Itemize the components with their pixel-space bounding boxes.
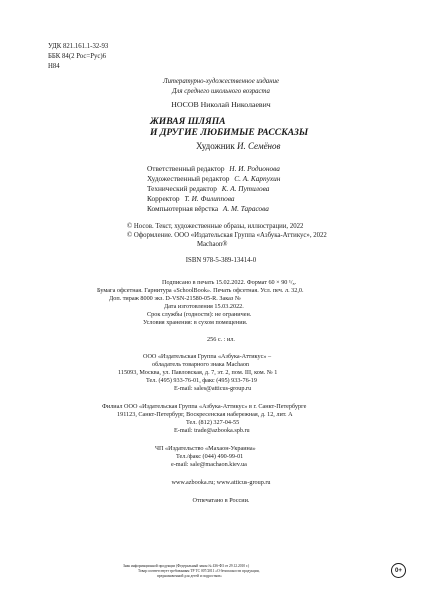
info-product-law: Знак информационной продукции (Федеральный закон № 436-ФЗ от 29.12.2010 г.) <box>123 564 250 568</box>
staff-person: Н. И. Родионова <box>229 164 280 173</box>
copyright-text: © Носов. Текст, художественные образы, иллюстрации, 2022 <box>127 223 304 230</box>
staff-row <box>147 165 280 173</box>
publisher-name: ООО «Издательская Группа «Азбука-Аттикус» – <box>143 353 272 360</box>
branch-email: E-mail: trade@azbooka.spb.ru <box>174 427 250 434</box>
udk-code: УДК 821.161.1-32-93 <box>48 43 109 50</box>
print-signed: Подписано в печать 15.02.2022. Формат 60 × 90 ¹/₈. <box>162 279 297 286</box>
staff-person: С. А. Карпухин <box>234 174 281 183</box>
print-run: Доп. тираж 8000 экз. D-VSN-21580-05-R. Заказ № <box>109 295 241 302</box>
tr-ts-compliance-continued: предназначенной для детей и подростков» <box>157 574 222 578</box>
websites: www.azbooka.ru; www.atticus-group.ru <box>171 479 271 486</box>
ukraine-phone: Тел./факс (044) 490-99-01 <box>176 453 244 460</box>
staff-row <box>147 205 269 213</box>
trademark-holder: обладатель товарного знака Machaon <box>152 361 250 368</box>
imprint-mark: Machaon® <box>197 241 228 248</box>
staff-role: Компьютерная вёрстка <box>147 204 219 213</box>
copyright-design: © Оформление. ООО «Издательская Группа «Азбука-Аттикус», 2022 <box>127 232 327 239</box>
staff-row <box>147 185 269 193</box>
title-line-1: ЖИВАЯ ШЛЯПА <box>150 116 226 127</box>
staff-person: Т. И. Филиппова <box>184 194 235 203</box>
bbk-code: ББК 84(2 Рос=Рус)6 <box>48 53 107 60</box>
tr-ts-compliance: Товар соответствует требованиям ТР ТС 007/2011 «О безопасности продукции, <box>138 569 260 573</box>
author-name: НОСОВ Николай Николаевич <box>171 100 271 109</box>
illustrator-name: И. Семёнов <box>236 141 281 151</box>
page-count: 256 с. : ил. <box>207 336 235 343</box>
audience: Для среднего школьного возраста <box>172 88 270 95</box>
branch-address: 191123, Санкт-Петербург, Воскресенская набережная, д. 12, лит. А <box>117 411 293 418</box>
print-date: Дата изготовления 15.03.2022. <box>164 303 244 310</box>
age-rating-badge: 0+ <box>391 563 406 578</box>
branch-name: Филиал ООО «Издательская Группа «Азбука-Аттикус» в г. Санкт-Петербурге <box>102 403 307 410</box>
staff-row <box>147 195 235 203</box>
isbn: ISBN 978-5-389-13414-0 <box>185 257 257 264</box>
staff-role: Ответственный редактор <box>147 164 225 173</box>
shelf-life: Срок службы (годности): не ограничен. <box>147 311 252 318</box>
ukraine-email: e-mail: sale@machaon.kiev.ua <box>171 461 247 468</box>
author-mark: Н84 <box>48 63 60 70</box>
staff-role: Технический редактор <box>147 184 217 193</box>
title-line-2: И ДРУГИЕ ЛЮБИМЫЕ РАССКАЗЫ <box>150 127 309 138</box>
staff-person: К. А. Путилова <box>221 184 270 193</box>
illustrator-label: Художник <box>196 141 235 151</box>
staff-role: Корректор <box>147 194 180 203</box>
ukraine-publisher: ЧП «Издательство «Махаон-Украина» <box>155 445 256 452</box>
branch-phone: Тел. (812) 327-04-55 <box>186 419 240 426</box>
storage-conditions: Условия хранения: в сухом помещении. <box>143 319 248 326</box>
staff-row <box>147 175 280 183</box>
printed-in: Отпечатано в России. <box>192 497 250 504</box>
staff-role: Художественный редактор <box>147 174 230 183</box>
publisher-address: 115093, Москва, ул. Павловская, д. 7, эт. 2, пом. III, ком. № 1 <box>118 369 278 376</box>
staff-person: А. М. Тарасова <box>222 204 269 213</box>
publisher-email: E-mail: sales@atticus-group.ru <box>174 385 252 392</box>
publisher-phone: Тел. (495) 933-76-01, факс (495) 933-76-19 <box>146 377 257 384</box>
publication-type: Литературно-художественное издание <box>163 78 279 85</box>
illustrator-line <box>196 141 280 151</box>
print-paper: Бумага офсетная. Гарнитура «SchoolBook». Печать офсетная. Усл. печ. л. 32,0. <box>97 287 304 294</box>
